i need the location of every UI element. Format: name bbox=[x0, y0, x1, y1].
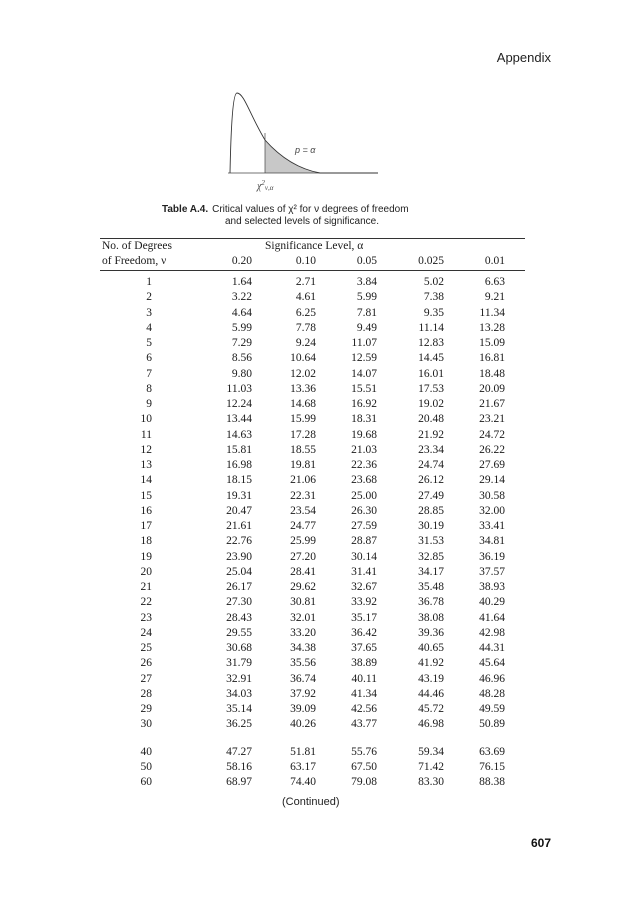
critical-value-cell: 13.44 bbox=[226, 413, 252, 426]
dof-header-line-1: No. of Degrees bbox=[102, 240, 172, 252]
critical-value-cell: 46.98 bbox=[418, 718, 444, 731]
critical-value-cell: 34.38 bbox=[290, 642, 316, 654]
density-curve bbox=[230, 93, 378, 173]
critical-value-cell: 32.91 bbox=[226, 672, 252, 685]
critical-value-cell: 20.48 bbox=[418, 413, 444, 426]
critical-value-cell: 27.30 bbox=[226, 596, 252, 609]
table-row bbox=[100, 776, 525, 791]
critical-value-cell: 41.92 bbox=[418, 657, 444, 670]
critical-value-cell: 27.49 bbox=[418, 489, 444, 502]
table-row bbox=[100, 352, 525, 367]
level-header: 0.20 bbox=[231, 255, 252, 267]
table-row bbox=[100, 429, 525, 444]
chi-square-figure bbox=[220, 85, 385, 195]
critical-value-cell: 14.63 bbox=[226, 428, 252, 441]
critical-value-cell: 43.19 bbox=[418, 672, 444, 685]
table-row bbox=[100, 718, 525, 733]
table-row bbox=[100, 566, 525, 581]
table-row bbox=[100, 642, 525, 657]
caption-line-1: Critical values of χ² for ν degrees of freedom bbox=[212, 204, 409, 215]
p-alpha-label: p = α bbox=[295, 145, 316, 155]
dof-cell: 30 bbox=[140, 718, 152, 731]
critical-value-cell: 26.22 bbox=[479, 443, 505, 456]
critical-value-cell: 14.68 bbox=[290, 398, 316, 410]
dof-cell: 60 bbox=[140, 776, 152, 788]
table-row bbox=[100, 398, 525, 413]
level-header: 0.01 bbox=[484, 255, 505, 267]
critical-value-cell: 15.99 bbox=[290, 413, 316, 426]
critical-value-cell: 39.36 bbox=[418, 626, 444, 639]
critical-value-cell: 63.17 bbox=[290, 760, 316, 773]
critical-value-cell: 17.53 bbox=[418, 382, 444, 395]
critical-value-cell: 30.19 bbox=[418, 520, 444, 532]
critical-value-cell: 3.22 bbox=[231, 291, 252, 304]
dof-cell: 22 bbox=[140, 596, 152, 609]
table-row bbox=[100, 413, 525, 428]
critical-value-cell: 5.02 bbox=[423, 276, 444, 288]
table-row bbox=[100, 322, 525, 337]
critical-value-cell: 24.72 bbox=[479, 428, 505, 441]
critical-value-cell: 5.99 bbox=[356, 291, 377, 304]
table-row bbox=[100, 746, 525, 761]
critical-value-cell: 28.87 bbox=[351, 535, 377, 548]
dof-cell: 9 bbox=[146, 398, 152, 410]
critical-value-cell: 14.45 bbox=[418, 352, 444, 365]
critical-value-cell: 12.59 bbox=[351, 352, 377, 365]
critical-value-cell: 41.34 bbox=[351, 687, 377, 700]
chi-exponent: 2 bbox=[261, 179, 265, 187]
dof-cell: 13 bbox=[140, 459, 152, 471]
critical-value-cell: 25.99 bbox=[290, 535, 316, 548]
critical-value-cell: 11.03 bbox=[226, 382, 252, 395]
significance-header: Significance Level, α bbox=[265, 240, 364, 252]
dof-cell: 7 bbox=[146, 367, 152, 380]
table-row bbox=[100, 459, 525, 474]
critical-value-cell: 44.31 bbox=[479, 642, 505, 654]
dof-cell: 27 bbox=[140, 672, 152, 685]
critical-value-cell: 32.85 bbox=[418, 550, 444, 563]
table-row bbox=[100, 505, 525, 520]
critical-value-cell: 5.99 bbox=[231, 321, 252, 334]
critical-value-cell: 37.57 bbox=[479, 565, 505, 578]
critical-value-cell: 32.01 bbox=[290, 611, 316, 624]
critical-value-cell: 44.46 bbox=[418, 687, 444, 700]
critical-value-cell: 26.12 bbox=[418, 474, 444, 487]
dof-cell: 17 bbox=[140, 520, 152, 532]
critical-value-cell: 71.42 bbox=[418, 760, 444, 773]
dof-cell: 29 bbox=[140, 703, 152, 715]
critical-value-cell: 7.38 bbox=[423, 291, 444, 304]
critical-value-cell: 37.65 bbox=[351, 642, 377, 654]
table-row bbox=[100, 276, 525, 291]
table-body bbox=[100, 276, 525, 791]
critical-value-cell: 24.74 bbox=[418, 459, 444, 471]
critical-value-cell: 30.68 bbox=[226, 642, 252, 654]
critical-value-cell: 16.98 bbox=[226, 459, 252, 471]
critical-value-cell: 19.31 bbox=[226, 489, 252, 502]
top-rule bbox=[100, 238, 525, 239]
dof-cell: 19 bbox=[140, 550, 152, 563]
critical-value-cell: 36.74 bbox=[290, 672, 316, 685]
table-row bbox=[100, 703, 525, 718]
table-row bbox=[100, 761, 525, 776]
critical-value-cell: 19.02 bbox=[418, 398, 444, 410]
critical-value-cell: 22.76 bbox=[226, 535, 252, 548]
dof-cell: 5 bbox=[146, 337, 152, 349]
dof-cell: 1 bbox=[146, 276, 152, 288]
critical-value-cell: 15.51 bbox=[351, 382, 377, 395]
dof-cell: 10 bbox=[140, 413, 152, 426]
critical-value-cell: 23.21 bbox=[479, 413, 505, 426]
critical-value-cell: 45.64 bbox=[479, 657, 505, 670]
critical-value-cell: 11.14 bbox=[418, 321, 444, 334]
table-row bbox=[100, 291, 525, 306]
critical-value-cell: 29.55 bbox=[226, 626, 252, 639]
critical-value-cell: 31.53 bbox=[418, 535, 444, 548]
table-row bbox=[100, 596, 525, 611]
critical-value-cell: 23.90 bbox=[226, 550, 252, 563]
critical-value-cell: 9.80 bbox=[231, 367, 252, 380]
critical-value-cell: 33.92 bbox=[351, 596, 377, 609]
critical-value-cell: 27.59 bbox=[351, 520, 377, 532]
dof-cell: 3 bbox=[146, 306, 152, 319]
critical-value-cell: 4.61 bbox=[295, 291, 316, 304]
critical-value-cell: 16.01 bbox=[418, 367, 444, 380]
critical-value-cell: 7.29 bbox=[231, 337, 252, 349]
critical-value-cell: 55.76 bbox=[351, 745, 377, 758]
critical-value-cell: 26.17 bbox=[226, 581, 252, 593]
critical-value-cell: 9.35 bbox=[423, 306, 444, 319]
critical-value-cell: 29.62 bbox=[290, 581, 316, 593]
level-header: 0.025 bbox=[418, 255, 444, 267]
critical-value-cell: 83.30 bbox=[418, 776, 444, 788]
critical-value-cell: 21.03 bbox=[351, 443, 377, 456]
table-caption bbox=[162, 204, 502, 228]
critical-value-cell: 21.67 bbox=[479, 398, 505, 410]
chi-critical-label bbox=[256, 179, 274, 192]
critical-value-cell: 79.08 bbox=[351, 776, 377, 788]
critical-value-cell: 1.64 bbox=[231, 276, 252, 288]
dof-cell: 15 bbox=[140, 489, 152, 502]
critical-value-cell: 25.00 bbox=[351, 489, 377, 502]
critical-value-cell: 8.56 bbox=[231, 352, 252, 365]
critical-value-cell: 37.92 bbox=[290, 687, 316, 700]
critical-value-cell: 68.97 bbox=[226, 776, 252, 788]
critical-value-cell: 36.42 bbox=[351, 626, 377, 639]
critical-value-cell: 23.34 bbox=[418, 443, 444, 456]
dof-cell: 14 bbox=[140, 474, 152, 487]
critical-value-cell: 76.15 bbox=[479, 760, 505, 773]
critical-value-cell: 11.34 bbox=[479, 306, 505, 319]
critical-value-cell: 34.03 bbox=[226, 687, 252, 700]
critical-value-cell: 49.59 bbox=[479, 703, 505, 715]
table-row bbox=[100, 612, 525, 627]
critical-value-cell: 28.41 bbox=[290, 565, 316, 578]
critical-value-cell: 21.92 bbox=[418, 428, 444, 441]
critical-value-cell: 36.19 bbox=[479, 550, 505, 563]
critical-value-cell: 21.61 bbox=[226, 520, 252, 532]
critical-value-cell: 16.92 bbox=[351, 398, 377, 410]
critical-value-cell: 40.11 bbox=[351, 672, 377, 685]
table-row bbox=[100, 383, 525, 398]
dof-cell: 2 bbox=[146, 291, 152, 304]
dof-cell: 8 bbox=[146, 382, 152, 395]
critical-value-cell: 17.28 bbox=[290, 428, 316, 441]
critical-value-cell: 22.31 bbox=[290, 489, 316, 502]
critical-value-cell: 18.48 bbox=[479, 367, 505, 380]
critical-value-cell: 63.69 bbox=[479, 745, 505, 758]
table-row bbox=[100, 535, 525, 550]
critical-value-cell: 20.09 bbox=[479, 382, 505, 395]
critical-value-cell: 21.06 bbox=[290, 474, 316, 487]
critical-value-cell: 28.43 bbox=[226, 611, 252, 624]
dof-header-line-2: of Freedom, ν bbox=[102, 255, 167, 267]
critical-value-cell: 30.14 bbox=[351, 550, 377, 563]
critical-value-cell: 23.68 bbox=[351, 474, 377, 487]
critical-value-cell: 11.07 bbox=[351, 337, 377, 349]
table-row bbox=[100, 474, 525, 489]
critical-value-cell: 30.58 bbox=[479, 489, 505, 502]
critical-value-cell: 14.07 bbox=[351, 367, 377, 380]
dof-cell: 25 bbox=[140, 642, 152, 654]
critical-value-cell: 45.72 bbox=[418, 703, 444, 715]
table-row bbox=[100, 581, 525, 596]
critical-value-cell: 40.26 bbox=[290, 718, 316, 731]
critical-value-cell: 15.81 bbox=[226, 443, 252, 456]
critical-value-cell: 28.85 bbox=[418, 504, 444, 517]
dof-cell: 28 bbox=[140, 687, 152, 700]
chi-subscript: ν,α bbox=[264, 184, 274, 192]
dof-cell: 40 bbox=[140, 745, 152, 758]
dof-cell: 6 bbox=[146, 352, 152, 365]
table-label: Table A.4. bbox=[162, 204, 209, 215]
dof-cell: 26 bbox=[140, 657, 152, 670]
critical-value-cell: 32.00 bbox=[479, 504, 505, 517]
critical-value-cell: 29.14 bbox=[479, 474, 505, 487]
critical-value-cell: 19.81 bbox=[290, 459, 316, 471]
critical-value-cell: 26.30 bbox=[351, 504, 377, 517]
header-rule bbox=[100, 270, 525, 271]
critical-value-cell: 38.89 bbox=[351, 657, 377, 670]
critical-value-cell: 12.24 bbox=[226, 398, 252, 410]
critical-value-cell: 35.48 bbox=[418, 581, 444, 593]
critical-value-cell: 42.56 bbox=[351, 703, 377, 715]
critical-value-cell: 34.81 bbox=[479, 535, 505, 548]
dof-cell: 23 bbox=[140, 611, 152, 624]
critical-value-cell: 27.69 bbox=[479, 459, 505, 471]
critical-value-cell: 12.02 bbox=[290, 367, 316, 380]
critical-value-cell: 48.28 bbox=[479, 687, 505, 700]
critical-value-cell: 38.08 bbox=[418, 611, 444, 624]
table-row bbox=[100, 520, 525, 535]
table-row bbox=[100, 673, 525, 688]
critical-value-cell: 41.64 bbox=[479, 611, 505, 624]
dof-cell: 11 bbox=[140, 428, 152, 441]
critical-value-cell: 7.81 bbox=[356, 306, 377, 319]
table-row bbox=[100, 337, 525, 352]
critical-value-cell: 13.28 bbox=[479, 321, 505, 334]
critical-value-cell: 23.54 bbox=[290, 504, 316, 517]
table-row bbox=[100, 368, 525, 383]
critical-value-cell: 67.50 bbox=[351, 760, 377, 773]
critical-value-cell: 39.09 bbox=[290, 703, 316, 715]
continued-note: (Continued) bbox=[282, 796, 340, 808]
critical-value-cell: 46.96 bbox=[479, 672, 505, 685]
caption-line-2: and selected levels of significance. bbox=[225, 216, 379, 227]
critical-value-cell: 35.56 bbox=[290, 657, 316, 670]
table-row bbox=[100, 657, 525, 672]
critical-value-cell: 9.49 bbox=[356, 321, 377, 334]
dof-cell: 50 bbox=[140, 760, 152, 773]
critical-value-cell: 12.83 bbox=[418, 337, 444, 349]
critical-value-cell: 40.65 bbox=[418, 642, 444, 654]
critical-value-cell: 9.24 bbox=[295, 337, 316, 349]
critical-value-cell: 20.47 bbox=[226, 504, 252, 517]
dof-cell: 24 bbox=[140, 626, 152, 639]
table-row bbox=[100, 627, 525, 642]
critical-value-cell: 35.14 bbox=[226, 703, 252, 715]
critical-value-cell: 16.81 bbox=[479, 352, 505, 365]
critical-value-cell: 19.68 bbox=[351, 428, 377, 441]
critical-value-cell: 34.17 bbox=[418, 565, 444, 578]
level-header: 0.05 bbox=[356, 255, 377, 267]
dof-cell: 21 bbox=[140, 581, 152, 593]
critical-value-cell: 40.29 bbox=[479, 596, 505, 609]
critical-value-cell: 7.78 bbox=[295, 321, 316, 334]
critical-value-cell: 36.78 bbox=[418, 596, 444, 609]
critical-value-cell: 13.36 bbox=[290, 382, 316, 395]
dof-cell: 12 bbox=[140, 443, 152, 456]
critical-value-cell: 51.81 bbox=[290, 745, 316, 758]
dof-cell: 18 bbox=[140, 535, 152, 548]
critical-value-cell: 24.77 bbox=[290, 520, 316, 532]
running-header: Appendix bbox=[496, 50, 551, 65]
critical-value-cell: 6.25 bbox=[295, 306, 316, 319]
critical-value-cell: 2.71 bbox=[295, 276, 316, 288]
chi-symbol: χ bbox=[257, 181, 262, 192]
critical-value-cell: 38.93 bbox=[479, 581, 505, 593]
table-row bbox=[100, 307, 525, 322]
table-row bbox=[100, 490, 525, 505]
table-row bbox=[100, 551, 525, 566]
critical-value-cell: 15.09 bbox=[479, 337, 505, 349]
critical-value-cell: 31.41 bbox=[351, 565, 377, 578]
critical-value-cell: 3.84 bbox=[356, 276, 377, 288]
critical-value-cell: 58.16 bbox=[226, 760, 252, 773]
page-number: 607 bbox=[530, 836, 551, 850]
critical-value-cell: 31.79 bbox=[226, 657, 252, 670]
critical-value-cell: 88.38 bbox=[479, 776, 505, 788]
critical-value-cell: 35.17 bbox=[351, 611, 377, 624]
critical-value-cell: 27.20 bbox=[290, 550, 316, 563]
critical-value-cell: 18.31 bbox=[351, 413, 377, 426]
level-header: 0.10 bbox=[295, 255, 316, 267]
critical-value-cell: 6.63 bbox=[484, 276, 505, 288]
critical-value-cell: 9.21 bbox=[484, 291, 505, 304]
critical-value-cell: 25.04 bbox=[226, 565, 252, 578]
critical-value-cell: 30.81 bbox=[290, 596, 316, 609]
critical-value-cell: 22.36 bbox=[351, 459, 377, 471]
critical-value-cell: 33.20 bbox=[290, 626, 316, 639]
critical-value-cell: 59.34 bbox=[418, 745, 444, 758]
dof-cell: 16 bbox=[140, 504, 152, 517]
critical-value-cell: 33.41 bbox=[479, 520, 505, 532]
dof-cell: 4 bbox=[146, 321, 152, 334]
dof-cell: 20 bbox=[140, 565, 152, 578]
critical-value-cell: 4.64 bbox=[231, 306, 252, 319]
critical-value-cell: 36.25 bbox=[226, 718, 252, 731]
table-row bbox=[100, 688, 525, 703]
critical-value-cell: 43.77 bbox=[351, 718, 377, 731]
critical-value-cell: 50.89 bbox=[479, 718, 505, 731]
critical-value-cell: 32.67 bbox=[351, 581, 377, 593]
table-row bbox=[100, 444, 525, 459]
critical-value-cell: 47.27 bbox=[226, 745, 252, 758]
critical-value-cell: 10.64 bbox=[290, 352, 316, 365]
critical-value-cell: 74.40 bbox=[290, 776, 316, 788]
critical-value-cell: 18.55 bbox=[290, 443, 316, 456]
critical-value-cell: 18.15 bbox=[226, 474, 252, 487]
critical-value-cell: 42.98 bbox=[479, 626, 505, 639]
